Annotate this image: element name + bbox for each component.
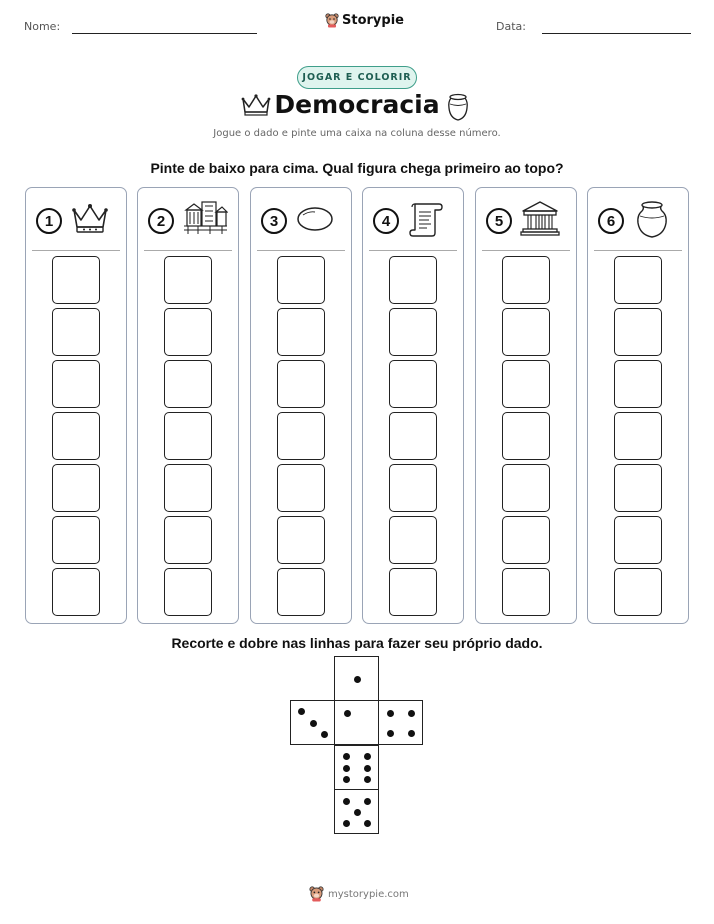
date-line[interactable] <box>542 33 691 34</box>
die-face-four <box>378 700 423 745</box>
footer-url[interactable]: mystorypie.com <box>328 888 409 900</box>
pot-icon <box>444 93 472 123</box>
die-pip <box>343 753 350 760</box>
color-box[interactable] <box>389 412 437 460</box>
name-label: Nome: <box>24 20 61 33</box>
color-box[interactable] <box>614 308 662 356</box>
die-pip <box>298 708 305 715</box>
date-label: Data: <box>496 20 526 33</box>
column-divider <box>32 250 120 251</box>
color-box[interactable] <box>614 412 662 460</box>
color-box[interactable] <box>277 568 325 616</box>
column-4 <box>362 187 464 624</box>
column-5 <box>475 187 577 624</box>
color-box[interactable] <box>277 256 325 304</box>
color-box[interactable] <box>389 568 437 616</box>
brand-name: Storypie <box>342 13 404 28</box>
color-box[interactable] <box>164 360 212 408</box>
temple-icon <box>520 200 560 238</box>
die-face-one <box>334 656 379 701</box>
die-pip <box>364 776 371 783</box>
column-divider <box>482 250 570 251</box>
subtitle: Jogue o dado e pinte uma caixa na coluna desse número. <box>213 128 501 139</box>
color-box[interactable] <box>164 412 212 460</box>
color-box[interactable] <box>502 308 550 356</box>
die-pip <box>343 798 350 805</box>
city-buildings-icon <box>182 200 228 236</box>
color-box[interactable] <box>52 256 100 304</box>
die-face-one <box>334 700 379 745</box>
color-box[interactable] <box>614 464 662 512</box>
color-box[interactable] <box>389 256 437 304</box>
color-box[interactable] <box>614 516 662 564</box>
color-box[interactable] <box>614 360 662 408</box>
color-box[interactable] <box>52 360 100 408</box>
die-pip <box>364 765 371 772</box>
color-box[interactable] <box>389 464 437 512</box>
color-box[interactable] <box>502 360 550 408</box>
column-1 <box>25 187 127 624</box>
activity-badge: JOGAR E COLORIR <box>297 66 417 89</box>
color-box[interactable] <box>614 256 662 304</box>
column-divider <box>369 250 457 251</box>
color-box[interactable] <box>502 516 550 564</box>
color-box[interactable] <box>614 568 662 616</box>
bear-mascot-icon <box>309 886 324 902</box>
die-face-six <box>334 745 379 790</box>
die-pip <box>364 753 371 760</box>
die-pip <box>343 820 350 827</box>
column-3 <box>250 187 352 624</box>
die-pip <box>343 776 350 783</box>
color-box[interactable] <box>502 256 550 304</box>
column-number: 5 <box>486 208 512 234</box>
column-number: 4 <box>373 208 399 234</box>
column-divider <box>257 250 345 251</box>
die-pip <box>408 730 415 737</box>
color-box[interactable] <box>52 412 100 460</box>
die-pip <box>321 731 328 738</box>
color-box[interactable] <box>502 464 550 512</box>
column-divider <box>594 250 682 251</box>
column-number: 6 <box>598 208 624 234</box>
color-box[interactable] <box>277 412 325 460</box>
die-pip <box>387 730 394 737</box>
die-face-five <box>334 789 379 834</box>
die-face-three <box>290 700 335 745</box>
color-box[interactable] <box>389 516 437 564</box>
color-box[interactable] <box>52 516 100 564</box>
color-box[interactable] <box>277 464 325 512</box>
column-divider <box>144 250 232 251</box>
color-box[interactable] <box>277 360 325 408</box>
color-box[interactable] <box>164 256 212 304</box>
color-box[interactable] <box>164 464 212 512</box>
color-box[interactable] <box>502 568 550 616</box>
column-number: 2 <box>148 208 174 234</box>
die-pip <box>408 710 415 717</box>
color-box[interactable] <box>52 568 100 616</box>
color-box[interactable] <box>52 464 100 512</box>
die-pip <box>387 710 394 717</box>
page-title: Democracia <box>274 90 440 119</box>
instruction: Pinte de baixo para cima. Qual figura chega primeiro ao topo? <box>150 160 564 176</box>
color-box[interactable] <box>164 516 212 564</box>
die-pip <box>310 720 317 727</box>
die-pip <box>364 820 371 827</box>
color-box[interactable] <box>277 516 325 564</box>
die-pip <box>364 798 371 805</box>
stone-icon <box>295 200 335 236</box>
bear-mascot-icon <box>325 13 339 28</box>
pot-icon <box>632 200 672 240</box>
color-box[interactable] <box>502 412 550 460</box>
color-box[interactable] <box>52 308 100 356</box>
dice-instruction: Recorte e dobre nas linhas para fazer seu próprio dado. <box>171 635 543 651</box>
color-box[interactable] <box>164 308 212 356</box>
column-2 <box>137 187 239 624</box>
scroll-icon <box>407 200 447 238</box>
crown-icon <box>70 200 110 236</box>
die-pip <box>354 809 361 816</box>
die-pip <box>344 710 351 717</box>
die-pip <box>343 765 350 772</box>
color-box[interactable] <box>389 360 437 408</box>
die-pip <box>354 676 361 683</box>
column-6 <box>587 187 689 624</box>
color-box[interactable] <box>389 308 437 356</box>
column-number: 1 <box>36 208 62 234</box>
column-number: 3 <box>261 208 287 234</box>
color-box[interactable] <box>164 568 212 616</box>
name-line[interactable] <box>72 33 257 34</box>
storypie-logo <box>325 13 404 28</box>
color-box[interactable] <box>277 308 325 356</box>
footer <box>309 886 409 902</box>
